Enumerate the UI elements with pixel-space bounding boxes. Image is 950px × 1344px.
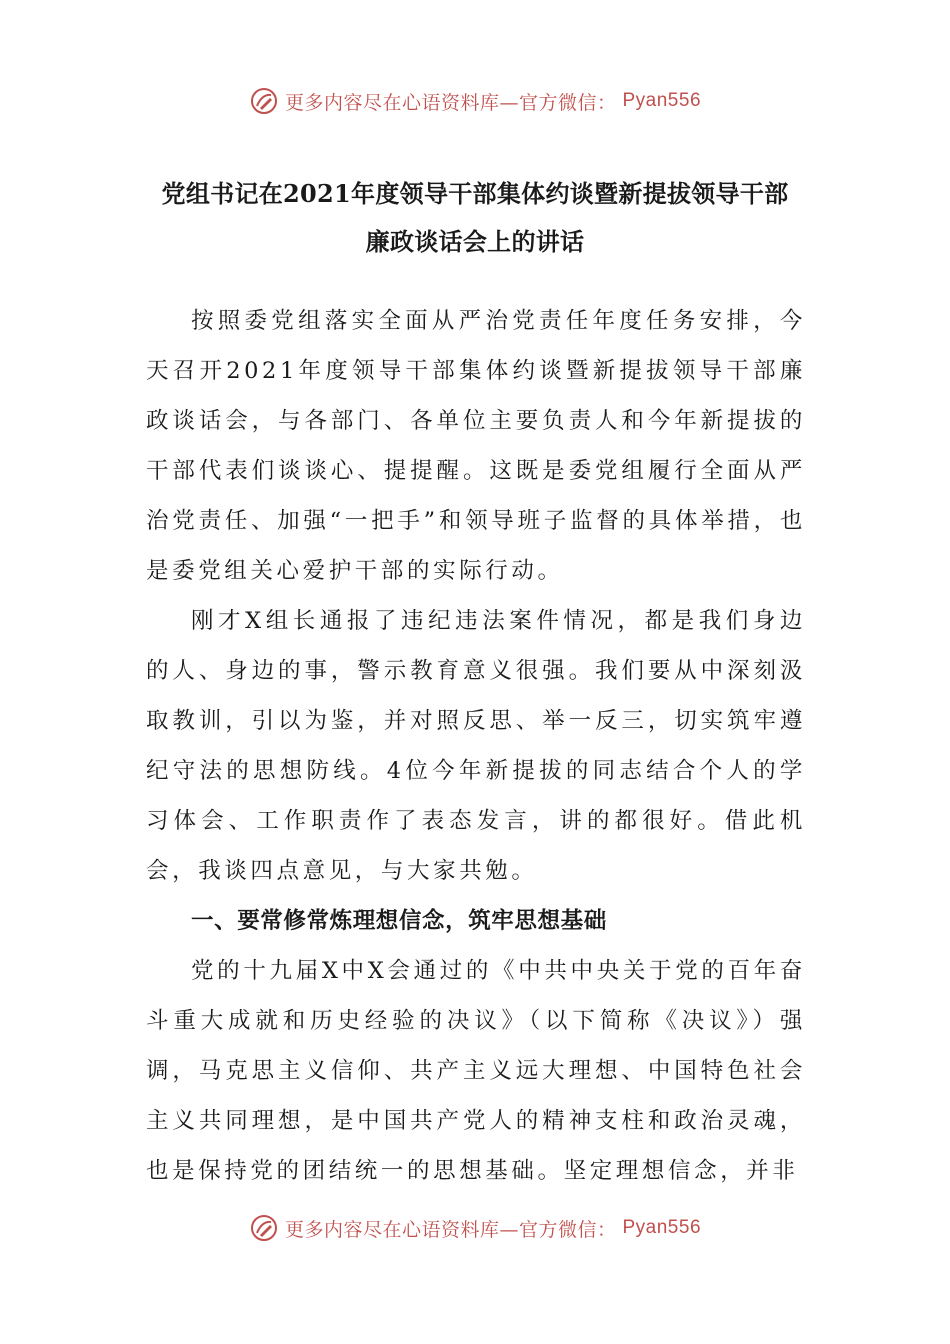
paragraph-3: 党的十九届X中X会通过的《中共中央关于党的百年奋斗重大成就和历史经验的决议》（以下简称《决议》）强调，马克思主义信仰、共产主义远大理想、中国特色社会主义共同理想，是中国共产党人的精神支柱和政治灵魂，也是保持党的团结统一的思想基础。坚定理想信念，并非 — [146, 958, 806, 1184]
document-title — [0, 170, 950, 266]
title-line-1: 党组书记在2021年度领导干部集体约谈暨新提拔领导干部 — [161, 179, 789, 208]
document-body — [146, 296, 806, 1196]
watermark-bottom — [0, 1213, 950, 1243]
paragraph-1: 按照委党组落实全面从严治党责任年度任务安排，今天召开2021年度领导干部集体约谈暨新提拔领导干部廉政谈话会，与各部门、各单位主要负责人和今年新提拔的干部代表们谈谈心、提提醒。这既是委党组履行全面从严治党责任、加强“一把手”和领导班子监督的具体举措，也是委党组关心爱护干部的实际行动。 — [146, 308, 806, 584]
paragraph-2: 刚才X组长通报了违纪违法案件情况，都是我们身边的人、身边的事，警示教育意义很强。我们要从中深刻汲取教训，引以为鉴，并对照反思、举一反三，切实筑牢遵纪守法的思想防线。4位今年新提拔的同志结合个人的学习体会、工作职责作了表态发言，讲的都很好。借此机会，我谈四点意见，与大家共勉。 — [146, 608, 806, 884]
section-heading-1: 一、要常修常炼理想信念，筑牢思想基础 — [191, 908, 607, 934]
watermark-wechat-id: Pyan556 — [622, 90, 702, 111]
watermark-text: 更多内容尽在心语资料库—官方微信： — [284, 91, 617, 114]
watermark-top — [0, 86, 950, 116]
watermark-text: 更多内容尽在心语资料库—官方微信： — [284, 1218, 617, 1241]
title-line-2: 廉政谈话会上的讲话 — [365, 227, 585, 256]
pen-swirl-logo-icon — [249, 1213, 279, 1243]
pen-swirl-logo-icon — [249, 86, 279, 116]
watermark-wechat-id: Pyan556 — [622, 1217, 702, 1238]
